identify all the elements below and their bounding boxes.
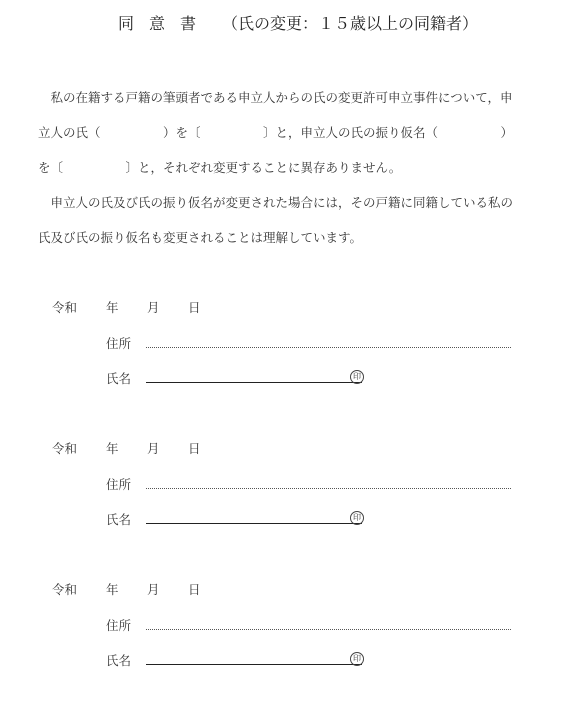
- name-field[interactable]: [146, 523, 362, 524]
- body-line-2: 立人の氏（ ）を〔 〕と，申立人の氏の振り仮名（ ）: [38, 125, 514, 140]
- document-title: [0, 10, 585, 38]
- date-day-label[interactable]: 日: [188, 300, 201, 315]
- address-field[interactable]: [146, 629, 511, 630]
- address-label: 住所: [106, 618, 132, 633]
- title-subtitle: （氏の変更：１５歳以上の同籍者）: [222, 14, 479, 33]
- address-label: 住所: [106, 477, 132, 492]
- date-month-label[interactable]: 月: [147, 582, 160, 597]
- date-year-label[interactable]: 年: [106, 441, 119, 456]
- date-era: 令和: [52, 300, 78, 315]
- seal-mark-icon: 印: [350, 652, 364, 666]
- body-line-3: を〔 〕と，それぞれ変更することに異存ありません。: [38, 160, 402, 175]
- name-label: 氏名: [106, 371, 132, 386]
- seal-mark-icon: 印: [350, 511, 364, 525]
- date-era: 令和: [52, 441, 78, 456]
- body-line-4: 申立人の氏及び氏の振り仮名が変更された場合には，その戸籍に同籍している私の: [38, 195, 514, 210]
- name-label: 氏名: [106, 512, 132, 527]
- seal-mark-icon: 印: [350, 370, 364, 384]
- date-day-label[interactable]: 日: [188, 441, 201, 456]
- date-year-label[interactable]: 年: [106, 300, 119, 315]
- body-line-5: 氏及び氏の振り仮名も変更されることは理解しています。: [38, 230, 363, 245]
- name-field[interactable]: [146, 664, 362, 665]
- date-year-label[interactable]: 年: [106, 582, 119, 597]
- address-field[interactable]: [146, 488, 511, 489]
- date-day-label[interactable]: 日: [188, 582, 201, 597]
- date-era: 令和: [52, 582, 78, 597]
- body-line-1: 私の在籍する戸籍の筆頭者である申立人からの氏の変更許可申立事件について，申: [38, 90, 513, 105]
- date-month-label[interactable]: 月: [147, 300, 160, 315]
- date-month-label[interactable]: 月: [147, 441, 160, 456]
- name-field[interactable]: [146, 382, 362, 383]
- address-label: 住所: [106, 336, 132, 351]
- address-field[interactable]: [146, 347, 511, 348]
- title-main: 同意書: [118, 14, 212, 33]
- name-label: 氏名: [106, 653, 132, 668]
